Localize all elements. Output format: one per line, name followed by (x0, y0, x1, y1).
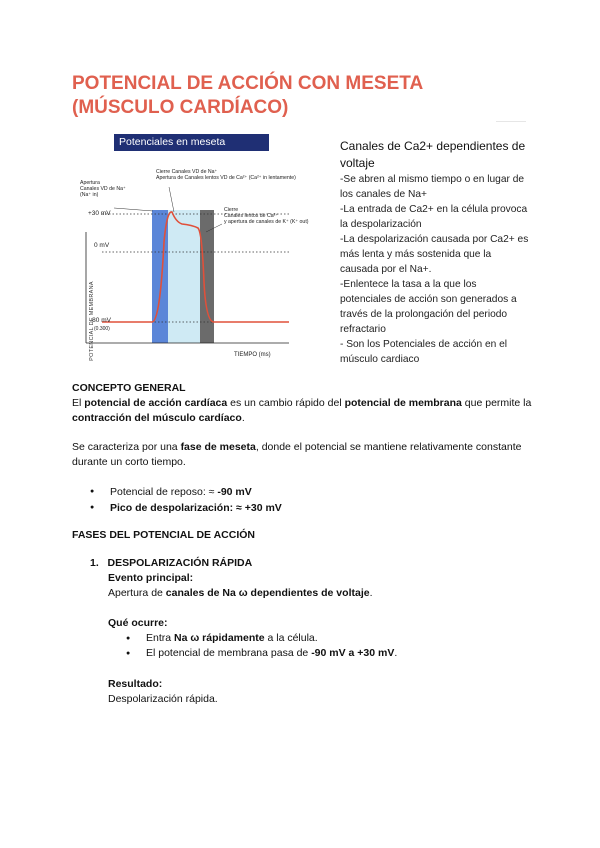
tick-minus80-sub: (0.300) (94, 326, 110, 332)
leader-cierre-na (169, 187, 174, 212)
q1-b: Na ω rápidamente (174, 632, 265, 644)
tick-minus80: -80 mV (90, 317, 111, 324)
annotation-cierre-na-line1: Cierre Canales VD de Na⁺ (156, 169, 218, 175)
concepto-s2-c: , donde el potencial se mantiene relativamente constante durante un corto tiempo. (72, 441, 522, 468)
b2-value: ≈ +30 mV (233, 502, 282, 514)
annotation-cierre-na-line2: Apertura de Canales lentos VD de Ca²⁺ (Ca²⁺ in lentamente) (156, 175, 296, 181)
concepto-s1-g: . (241, 412, 245, 424)
y-axis-label: POTENCIAL DE MEMBRANA (88, 281, 95, 361)
fase-1-body (90, 571, 560, 707)
plateau-band (168, 210, 200, 343)
divider (496, 121, 526, 122)
page-title (72, 72, 423, 120)
concepto-s1-b: potencial de acción cardíaca (84, 397, 228, 409)
title-line-1: POTENCIAL DE ACCIÓN CON MESETA (72, 73, 424, 94)
calcium-channels-heading: Canales de Ca2+ dependientes de voltaje (340, 139, 526, 170)
concepto-s1-f: contracción del músculo cardíaco (72, 412, 242, 424)
annotation-cierre-na (156, 169, 296, 181)
list-item (90, 500, 560, 516)
annotation-cierre-ca-line2: Canales lentos de Ca²⁺ (224, 213, 279, 219)
q1-a: Entra (146, 632, 175, 644)
fase-1-title (90, 556, 560, 571)
note-1: -Se abren al mismo tiempo o en lugar de los canales de Na+ (340, 174, 525, 200)
evento-b: canales de Na ω dependientes de voltaje (165, 587, 370, 599)
b1-value: -90 mV (217, 486, 252, 498)
annotation-cierre-ca-line3: y apertura de canales de K⁺ (K⁺ out) (224, 219, 309, 225)
note-4: -Enlentece la tasa a la que los potenciales de acción son generados a través de la prolongación del periodo refractario (340, 279, 517, 335)
annotation-apertura (80, 180, 126, 198)
q1-c: a la célula. (264, 632, 318, 644)
concepto-s1-a: El (72, 397, 85, 409)
evento-c: . (369, 587, 373, 599)
resultado-text: Despolarización rápida. (108, 693, 218, 705)
annotation-apertura-line1: Apertura (80, 180, 100, 186)
note-5: - Son los Potenciales de acción en el músculo cardiaco (340, 339, 508, 365)
leader-apertura (114, 208, 153, 211)
que-ocurre-list (108, 631, 560, 661)
resultado-label: Resultado: (108, 678, 163, 690)
q2-b: -90 mV a +30 mV (311, 647, 395, 659)
annotation-cierre-ca-line1: Cierre (224, 207, 239, 213)
evento-label: Evento principal: (108, 572, 194, 584)
concepto-s1-d: potencial de membrana (344, 397, 462, 409)
q2-c: . (394, 647, 398, 659)
concepto-general-section (72, 381, 542, 426)
title-line-2: (MÚSCULO CARDÍACO) (72, 97, 289, 118)
x-axis-label: TIEMPO (ms) (234, 352, 271, 358)
repolarization-band (200, 210, 214, 343)
evento-text (108, 586, 560, 601)
list-item (126, 631, 560, 646)
fase-1 (90, 556, 560, 707)
q2-a: El potencial de membrana pasa de (146, 647, 312, 659)
concepto-s1-e: que permite la (461, 397, 532, 409)
concepto-heading: CONCEPTO GENERAL (72, 382, 186, 394)
fase-1-number: 1. (90, 557, 99, 569)
list-item (126, 646, 560, 661)
fase-1-title-text: DESPOLARIZACIÓN RÁPIDA (107, 557, 253, 569)
annotation-cierre-ca (224, 207, 309, 225)
key-values-list (90, 484, 560, 516)
annotation-apertura-line2: Canales VD de Na⁺ (80, 186, 126, 192)
plateau-action-potential-figure (74, 132, 336, 374)
concepto-paragraph-2 (72, 440, 542, 470)
que-ocurre-label: Qué ocurre: (108, 617, 168, 629)
b2-label: Pico de despolarización: (110, 502, 234, 514)
b1-label: Potencial de reposo: ≈ (110, 486, 218, 498)
calcium-channels-notes (340, 138, 530, 367)
figure-header: Potenciales en meseta (114, 134, 269, 151)
note-2: -La entrada de Ca2+ en la célula provoca la despolarización (340, 204, 528, 230)
tick-0: 0 mV (94, 242, 110, 249)
concepto-s2-a: Se caracteriza por una (72, 441, 181, 453)
annotation-apertura-line3: (Na⁺ in) (80, 192, 99, 198)
evento-a: Apertura de (108, 587, 166, 599)
fases-heading: FASES DEL POTENCIAL DE ACCIÓN (72, 529, 255, 541)
list-item (90, 484, 560, 500)
tick-plus30: +30 mV (88, 210, 111, 217)
concepto-s1-c: es un cambio rápido del (227, 397, 345, 409)
note-3: -La despolarización causada por Ca2+ es más lenta y más sostenida que la causada por el Na+. (340, 234, 529, 275)
concepto-paragraph-1 (72, 396, 542, 426)
concepto-s2-b: fase de meseta (180, 441, 256, 453)
